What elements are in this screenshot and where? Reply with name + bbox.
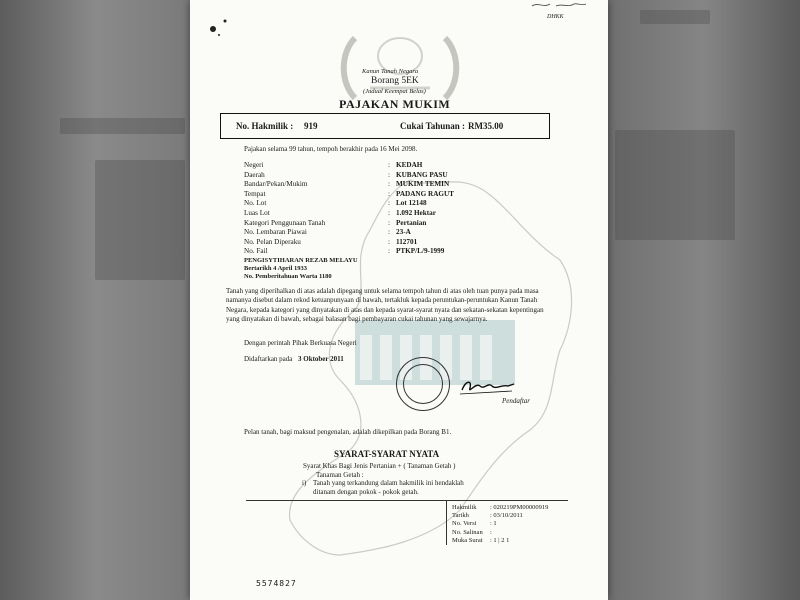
registered-label: Didaftarkan pada bbox=[244, 355, 293, 363]
field-value: 112701 bbox=[396, 237, 418, 246]
condition-item-number: i) bbox=[302, 479, 307, 487]
cukai-label: Cukai Tahunan : bbox=[400, 121, 466, 131]
field-label: No. Fail bbox=[244, 247, 268, 256]
condition-line-1: Syarat Khas Bagi Jenis Pertanian + ( Tanaman Getah ) bbox=[303, 462, 456, 470]
registrar-label: Pendaftar bbox=[502, 397, 530, 405]
footer-value: : 1 | 2 1 bbox=[490, 536, 510, 544]
field-colon: : bbox=[388, 180, 390, 189]
field-colon: : bbox=[388, 218, 390, 227]
field-colon: : bbox=[388, 161, 390, 169]
jadual-heading: (Jadual Keempat Belas) bbox=[363, 88, 426, 95]
registered-date: 3 Oktober 2011 bbox=[298, 355, 344, 363]
field-value: PTKP/L/9-1999 bbox=[396, 247, 445, 256]
field-label: Luas Lot bbox=[244, 209, 270, 217]
plan-text: Pelan tanah, bagi maksud pengenalan, adalah dikepilkan pada Borang B1. bbox=[244, 428, 452, 436]
field-label: Bandar/Pekan/Mukim bbox=[244, 180, 308, 189]
field-value: PADANG RAGUT bbox=[396, 189, 454, 198]
hakmilik-label: No. Hakmilik : bbox=[236, 121, 294, 131]
footer-label: Muka Surat bbox=[452, 536, 483, 544]
field-colon: : bbox=[388, 199, 390, 208]
kanun-heading: Kanun Tanah Negara bbox=[362, 68, 419, 75]
body-paragraph: Tanah yang diperihalkan di atas adalah dipegang untuk selama tempoh tahun di atas oleh tuan punya pada masa namanya disebut dalam rekod ketuanpunyaan di bawah, tertakluk kepada peruntukan-peruntukan Kanun Tanah Negara, kepada kategori yang dinyatakan di atas dan kepada syarat-syarat nyata dan sekatan-sekatan kepentingan yang dinyatakan di bawah, sebagai balasan bagi pembayaran cukai tahunan yang sewajarnya. bbox=[226, 287, 544, 324]
land-title-document bbox=[190, 0, 608, 600]
scribble-mark bbox=[205, 15, 235, 40]
signature-icon bbox=[458, 376, 518, 398]
reserve-title: PENGISYTIHARAN REZAB MELAYU bbox=[244, 257, 358, 264]
footer-divider bbox=[246, 500, 568, 501]
field-value: Lot 12148 bbox=[396, 199, 427, 208]
background-blur bbox=[95, 160, 185, 280]
field-label: No. Pelan Diperaku bbox=[244, 237, 301, 246]
footer-label: Tarikh bbox=[452, 512, 469, 520]
field-value: MUKIM TEMIN bbox=[396, 180, 450, 189]
footer-value: : 03/10/2011 bbox=[490, 512, 523, 520]
background-blur bbox=[60, 118, 185, 134]
condition-line-2: Tanaman Getah : bbox=[316, 471, 364, 479]
field-value: KUBANG PASU bbox=[396, 170, 448, 179]
borang-heading: Borang 5EK bbox=[371, 76, 419, 86]
field-value: Pertanian bbox=[396, 218, 427, 227]
field-colon: : bbox=[388, 247, 390, 256]
field-colon: : bbox=[388, 209, 390, 217]
background-blur bbox=[615, 130, 735, 240]
authority-text: Dengan perintah Pihak Berkuasa Negeri bbox=[244, 339, 357, 347]
hakmilik-value: 919 bbox=[304, 121, 318, 131]
condition-item-text-1: Tanah yang terkandung dalam hakmilik ini hendaklah bbox=[313, 479, 464, 487]
field-colon: : bbox=[388, 228, 390, 237]
field-value: 23-A bbox=[396, 228, 411, 237]
lease-text: Pajakan selama 99 tahun, tempoh berakhir pada 16 Mei 2098. bbox=[244, 145, 418, 153]
cukai-value: RM35.00 bbox=[468, 121, 504, 131]
field-colon: : bbox=[388, 170, 390, 179]
field-label: Negeri bbox=[244, 161, 264, 169]
field-label: Daerah bbox=[244, 170, 265, 179]
footer-label: Hakmilik bbox=[452, 504, 477, 511]
background-blur bbox=[640, 10, 710, 24]
condition-item-text-2: ditanam dengan pokok - pokok getah. bbox=[313, 488, 419, 496]
field-colon: : bbox=[388, 189, 390, 198]
reserve-date: Bertarikh 4 April 1933 bbox=[244, 265, 308, 272]
conditions-title: SYARAT-SYARAT NYATA bbox=[334, 449, 440, 459]
handwritten-note bbox=[530, 0, 590, 10]
corner-note: DHKK bbox=[547, 14, 564, 20]
footer-value: : 020219PM00000919 bbox=[490, 504, 549, 511]
field-label: Kategori Penggunaan Tanah bbox=[244, 218, 326, 227]
field-label: No. Lembaran Piawai bbox=[244, 228, 307, 237]
footer-vertical-divider bbox=[446, 500, 447, 545]
footer-value: : 1 bbox=[490, 520, 497, 528]
footer-label: No. Versi bbox=[452, 520, 477, 528]
field-label: Tempat bbox=[244, 189, 266, 198]
footer-value: : bbox=[490, 528, 492, 536]
field-colon: : bbox=[388, 237, 390, 246]
document-title: PAJAKAN MUKIM bbox=[339, 97, 451, 111]
official-stamp-inner bbox=[403, 364, 443, 404]
field-value: KEDAH bbox=[396, 161, 423, 169]
footer-label: No. Salinan bbox=[452, 528, 483, 536]
field-label: No. Lot bbox=[244, 199, 267, 208]
serial-number: 5574827 bbox=[256, 579, 297, 588]
field-value: 1.092 Hektar bbox=[396, 209, 436, 217]
reserve-gazette: No. Pemberitahuan Warta 1180 bbox=[244, 273, 332, 280]
